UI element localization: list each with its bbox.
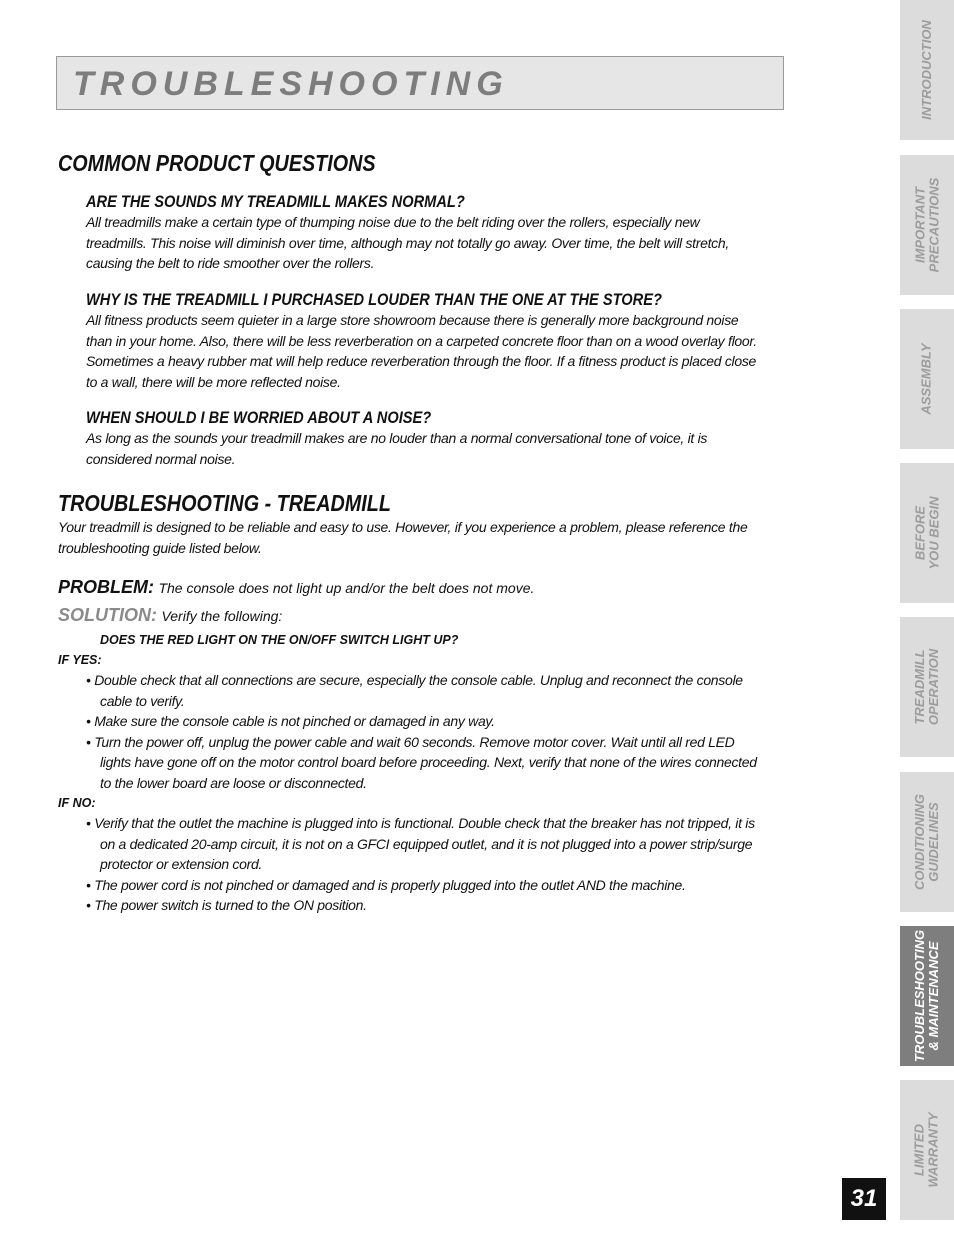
problem-text: The console does not light up and/or the belt does not move. <box>158 580 535 596</box>
list-item: • Double check that all connections are secure, especially the console cable. Unplug and reconnect the console cable to verify. <box>86 672 743 709</box>
tab-conditioning-guidelines[interactable] <box>900 772 954 912</box>
tab-label-2: OPERATION <box>926 648 942 726</box>
page-number: 31 <box>842 1178 886 1220</box>
answer-text: As long as the sounds your treadmill makes are no louder than a normal conversational tone of voice, it is considered normal noise. <box>86 430 708 467</box>
answer-text: All treadmills make a certain type of thumping noise due to the belt riding over the rollers, especially new treadmills. This noise will diminish over time, although may not totally go away. Over time, the belt will stretch, causing the belt to ride smoother over the rollers. <box>86 214 729 271</box>
question-block-2 <box>86 290 762 392</box>
page-title: TROUBLESHOOTING <box>73 65 509 103</box>
problem-label: PROBLEM: <box>58 577 154 597</box>
list-item: • Make sure the console cable is not pinched or damaged in any way. <box>86 713 495 729</box>
tab-label: LIMITED <box>912 1124 928 1177</box>
tab-limited-warranty[interactable] <box>900 1080 954 1220</box>
if-no-list <box>58 813 762 916</box>
question-heading: ARE THE SOUNDS MY TREADMILL MAKES NORMAL? <box>86 192 465 211</box>
solution-text: Verify the following: <box>161 608 283 624</box>
if-yes-label: IF YES: <box>58 653 102 667</box>
if-no-label: IF NO: <box>58 796 96 810</box>
section-heading-troubleshooting: TROUBLESHOOTING - TREADMILL <box>58 490 391 516</box>
question-block-1 <box>86 192 762 274</box>
tab-label: IMPORTANT <box>912 186 927 264</box>
tab-important-precautions[interactable] <box>900 155 954 295</box>
tab-label: ASSEMBLY <box>919 343 935 415</box>
list-item: • The power switch is turned to the ON position. <box>86 897 367 913</box>
tab-label-2: PRECAUTIONS <box>926 177 941 273</box>
question-heading: WHEN SHOULD I BE WORRIED ABOUT A NOISE? <box>86 408 432 427</box>
list-item: • Turn the power off, unplug the power cable and wait 60 seconds. Remove motor cover. Wait until all red LED lights have gone off on the motor control board before proceeding. Next, verify that none of the wires connected to the lower board are loose or disconnected. <box>86 733 757 791</box>
list-item: • The power cord is not pinched or damaged and is properly plugged into the outlet AND the machine. <box>86 876 686 893</box>
tab-treadmill-operation[interactable] <box>900 617 954 757</box>
tab-troubleshooting-maintenance[interactable] <box>900 926 954 1066</box>
tab-before-you-begin[interactable] <box>900 463 954 603</box>
title-banner <box>56 56 784 110</box>
check-question: DOES THE RED LIGHT ON THE ON/OFF SWITCH LIGHT UP? <box>100 633 459 647</box>
tab-label: CONDITIONING <box>912 793 927 891</box>
question-block-3 <box>86 408 762 469</box>
list-item: • Verify that the outlet the machine is plugged into is functional. Double check that the breaker has not tripped, it is on a dedicated 20-amp circuit, it is not on a GFCI equipped outlet, and it is not plugged into a power strip/surge protector or extension cord. <box>86 815 755 872</box>
tab-label: BEFORE <box>912 505 927 561</box>
tab-label-2: GUIDELINES <box>926 802 941 882</box>
problem-solution <box>58 574 762 916</box>
tab-label-2: & MAINTENANCE <box>926 941 942 1051</box>
tab-label: TREADMILL <box>912 649 928 725</box>
tab-label-2: WARRANTY <box>926 1112 942 1188</box>
answer-text: All fitness products seem quieter in a large store showroom because there is generally more background noise than in your home. Also, there will be less reverberation on a carpeted concrete floor than on a wood overlay floor. Sometimes a heavy rubber mat will help reduce reverberation through the floor. If a fitness product is placed close to a wall, there will be more reflected noise. <box>86 312 757 390</box>
section-intro: Your treadmill is designed to be reliable and easy to use. However, if you experience a problem, please reference the troubleshooting guide listed below. <box>58 519 748 556</box>
section-heading-common-questions: COMMON PRODUCT QUESTIONS <box>58 150 376 176</box>
tab-introduction[interactable] <box>900 0 954 140</box>
tab-assembly[interactable] <box>900 309 954 449</box>
section-tabs <box>900 0 954 1235</box>
tab-label: TROUBLESHOOTING <box>912 929 928 1063</box>
if-yes-list <box>58 670 762 793</box>
solution-label: SOLUTION: <box>58 605 157 625</box>
question-heading: WHY IS THE TREADMILL I PURCHASED LOUDER THAN THE ONE AT THE STORE? <box>86 290 662 309</box>
tab-label-2: YOU BEGIN <box>926 496 941 570</box>
tab-label: INTRODUCTION <box>919 20 935 120</box>
